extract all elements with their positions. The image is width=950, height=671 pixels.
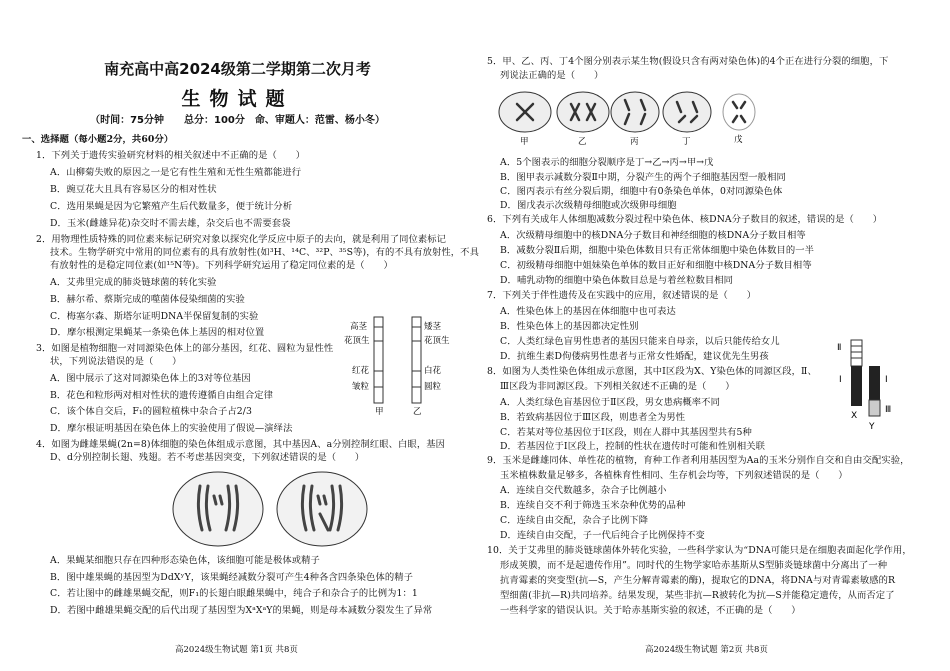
segment-label: Ⅱ (837, 343, 842, 353)
question-line: A．连续自交代数越多，杂合子比例越小 (500, 485, 667, 496)
figure-caption: 丁 (682, 137, 691, 147)
question-line: 7．下列关于伴性遗传及在实践中的应用，叙述错误的是（ ） (487, 290, 757, 301)
question-line: 形成荚膜，而不是起遗传作用”。同时代的生物学家哈赤基斯从S型肺炎链球菌中分离出了一种 (500, 560, 888, 571)
question-line: D．抗维生素D佝偻病男性患者与正常女性婚配，建议优先生男孩 (500, 351, 769, 362)
gene-label: 花顶生 (344, 336, 370, 346)
x-segment-II (851, 340, 862, 366)
question-line: C．图丙表示有丝分裂后期，细胞中有0条染色单体，0对同源染色体 (500, 186, 783, 197)
question-line: 型细菌(非抗—R)共同培养。结果发现，某些非抗—R被转化为抗—S并能稳定遗传，从而否定了 (500, 590, 895, 601)
y-segment-III (869, 400, 880, 416)
question-line: A．人类红绿色盲基因位于Ⅱ区段，男女患病概率不同 (500, 397, 720, 408)
segment-label: Ⅲ (885, 405, 892, 415)
figure-caption: 戊 (734, 135, 743, 145)
figure-caption: 乙 (578, 137, 587, 147)
question-line: C．该个体自交后，F₁的圆粒植株中杂合子占2/3 (50, 406, 252, 417)
chromosome-left (374, 317, 383, 403)
gene-label: 红花 (352, 366, 370, 376)
question-line: B．连续自交不利于筛选玉米杂种优势的品种 (500, 500, 686, 511)
question-line: 抗青霉素的突变型(抗—S，产生分解青霉素的酶)，提取它的DNA，将DNA与对青霉素敏感的R (500, 575, 896, 586)
y-segment-I (869, 366, 880, 400)
question-line: D、d分别控制长翅、残翅。若不考虑基因突变，下列叙述错误的是（ ） (50, 452, 365, 463)
question-line: B．图中雄果蝇的基因型为DdXʸY，该果蝇经减数分裂可产生4种各含四条染色体的精子 (50, 572, 414, 583)
segment-label: Ⅰ (839, 375, 842, 385)
question-line: 9．玉米是雌雄同体、单性花的植物，育种工作者利用基因型为Aa的玉米分别作自交和自由交配实验， (487, 455, 910, 466)
cell-ding (663, 92, 711, 132)
question-line: 5．甲、乙、丙、丁4个图分别表示某生物(假设只含有两对染色体)的4个正在进行分裂的细胞，下 (487, 56, 889, 67)
question-line: D．摩尔根证明基因在染色体上的实验使用了假说—演绎法 (50, 423, 293, 434)
x-segment-I (851, 366, 862, 406)
gene-label: 高茎 (350, 322, 368, 332)
question-line: D．若图中雌雄果蝇交配的后代出现了基因型为XᵃXᵃY的果蝇，则是母本减数分裂发生了异常 (50, 605, 433, 616)
question-line: A．次级精母细胞中的核DNA分子数目和神经细胞的核DNA分子数目相等 (500, 230, 806, 241)
question-line: 1．下列关于遗传实验研究材料的相关叙述中不正确的是（ ） (36, 150, 306, 161)
female-cell (173, 472, 263, 546)
exam-info: （时间：75分钟 总分：100分 命、审题人：范雷、杨小冬） (90, 115, 385, 126)
subject-title: 生物试题 (181, 88, 294, 110)
question-line: B．性染色体上的基因都决定性别 (500, 321, 639, 332)
question-line: B．赫尔希、蔡斯完成的噬菌体侵染细菌的实验 (50, 294, 245, 305)
question-line: A．图中展示了这对同源染色体上的3对等位基因 (50, 373, 251, 384)
question-line: 6．下列有关成年人体细胞减数分裂过程中染色体、核DNA分子数目的叙述，错误的是（ ） (487, 214, 883, 225)
figure-caption: 乙 (413, 407, 422, 417)
question-line: C．若某对等位基因位于Ⅰ区段，则在人群中其基因型共有5种 (500, 427, 752, 438)
question-line: D．玉米(雌雄异花)杂交时不需去雄，杂交后也不需要套袋 (50, 218, 291, 229)
question-line: A．5个图表示的细胞分裂顺序是丁→乙→丙→甲→戊 (500, 157, 714, 168)
question-line: 2．用物理性质特殊的同位素来标记研究对象以探究化学反应中原子的去向，就是利用了同位素标记 (36, 234, 447, 245)
question-line: D．若基因位于Ⅰ区段上，控制的性状在遗传时可能和性别相关联 (500, 441, 766, 452)
question-line: D．连续自由交配，子一代后纯合子比例保持不变 (500, 530, 705, 541)
chromosome-right (412, 317, 421, 403)
chromosome-gene-figure (344, 313, 460, 418)
question-line: D．哺乳动物的细胞中染色体数目总是与着丝粒数目相同 (500, 275, 734, 286)
question-line: C．梅塞尔森、斯塔尔证明DNA半保留复制的实验 (50, 311, 259, 322)
question-line: A．山柳菊失败的原因之一是它有性生殖和无性生殖都能进行 (50, 167, 302, 178)
figure-caption: 丙 (630, 137, 639, 147)
question-line: A．艾弗里完成的肺炎链球菌的转化实验 (50, 277, 217, 288)
question-line: C．初级精母细胞中姐妹染色单体的数目正好和细胞中核DNA分子数目相等 (500, 260, 812, 271)
page-footer: 高2024级生物试题 第2页 共8页 (645, 645, 768, 655)
right-page (475, 0, 950, 671)
sex-chromosome-figure (825, 338, 910, 433)
gene-label: 皱粒 (352, 382, 370, 392)
page-footer: 高2024级生物试题 第1页 共8页 (175, 645, 298, 655)
question-line: 状，下列说法错误的是（ ） (50, 356, 182, 367)
question-line: 4．如图为雌雄果蝇(2n=8)体细胞的染色体组成示意图，其中基因A、a分别控制红眼、白眼，基因 (36, 439, 446, 450)
male-cell (277, 472, 367, 546)
question-line: D．图戊表示次级精母细胞或次级卵母细胞 (500, 200, 677, 211)
gene-label: 圆粒 (424, 382, 442, 392)
cell-wu (723, 94, 755, 130)
question-line: 技术。生物学研究中常用的同位素有的具有放射性(如³H、¹⁴C、³²P、³⁵S等)，有的不具有放射性，不具 (50, 247, 479, 258)
gene-label: 花顶生 (424, 336, 450, 346)
question-line: A．果蝇某细胞只存在四种形态染色体，该细胞可能是极体或精子 (50, 555, 320, 566)
question-line: C．人类红绿色盲男性患者的基因只能来自母亲，以后只能传给女儿 (500, 336, 780, 347)
question-line: A．性染色体上的基因在体细胞中也可表达 (500, 306, 676, 317)
figure-caption: 甲 (520, 137, 529, 147)
section-heading: 一、选择题（每小题2分，共60分） (22, 134, 174, 145)
question-line: C．若让图中的雌雄果蝇交配，则F₁的长翅白眼雌果蝇中，纯合子和杂合子的比例为1：1 (50, 588, 418, 599)
segment-label: Ⅰ (885, 375, 888, 385)
gene-label: 矮茎 (424, 322, 442, 332)
cell-bing (611, 92, 659, 132)
question-line: Ⅲ区段为非同源区段。下列相关叙述不正确的是（ ） (500, 381, 735, 392)
question-line: B．豌豆花大且具有容易区分的相对性状 (50, 184, 217, 195)
question-line: C．选用果蝇是因为它繁殖产生后代数量多，便于统计分析 (50, 201, 293, 212)
question-line: B．花色和粒形两对相对性状的遗传遵循自由组合定律 (50, 390, 274, 401)
question-line: 列说法正确的是（ ） (500, 70, 604, 81)
cell-division-figure (495, 86, 755, 148)
cell-yi (557, 92, 609, 132)
question-line: B．减数分裂Ⅱ后期，细胞中染色体数目只有正常体细胞中染色体数目的一半 (500, 245, 815, 256)
figure-caption: 甲 (375, 407, 384, 417)
question-line: 8．如图为人类性染色体组成示意图，其中Ⅰ区段为X、Y染色体的同源区段，Ⅱ、 (487, 366, 817, 377)
exam-title: 南充高中高2024级第二学期第二次月考 (104, 60, 371, 78)
question-line: C．连续自由交配，杂合子比例下降 (500, 515, 649, 526)
question-line: 一些科学家的错误认识。关于哈赤基斯实验的叙述，不正确的是（ ） (500, 605, 801, 616)
question-line: 有放射性的是稳定同位素(如¹⁵N等)。下列科学研究运用了稳定同位素的是（ ） (50, 260, 393, 271)
question-line: 玉米植株数量足够多，各植株育性相同、生存机会均等，下列叙述错误的是（ ） (500, 470, 848, 481)
fruit-fly-karyotype-figure (170, 468, 370, 550)
question-line: D．摩尔根测定果蝇某一条染色体上基因的相对位置 (50, 327, 265, 338)
question-line: 3．如图是植物细胞一对同源染色体上的部分基因，红花、圆粒为显性性 (36, 343, 334, 354)
chromosome-label: X (851, 411, 858, 421)
question-line: B．图甲表示减数分裂Ⅱ中期，分裂产生的两个子细胞基因型一般相同 (500, 172, 786, 183)
gene-label: 白花 (424, 366, 442, 376)
question-line: B．若致病基因位于Ⅲ区段，则患者全为男性 (500, 412, 686, 423)
question-line: 10．关于艾弗里的肺炎链球菌体外转化实验，一些科学家认为“DNA可能只是在细胞表面起化学作用， (487, 545, 912, 556)
chromosome-label: Y (869, 422, 875, 432)
